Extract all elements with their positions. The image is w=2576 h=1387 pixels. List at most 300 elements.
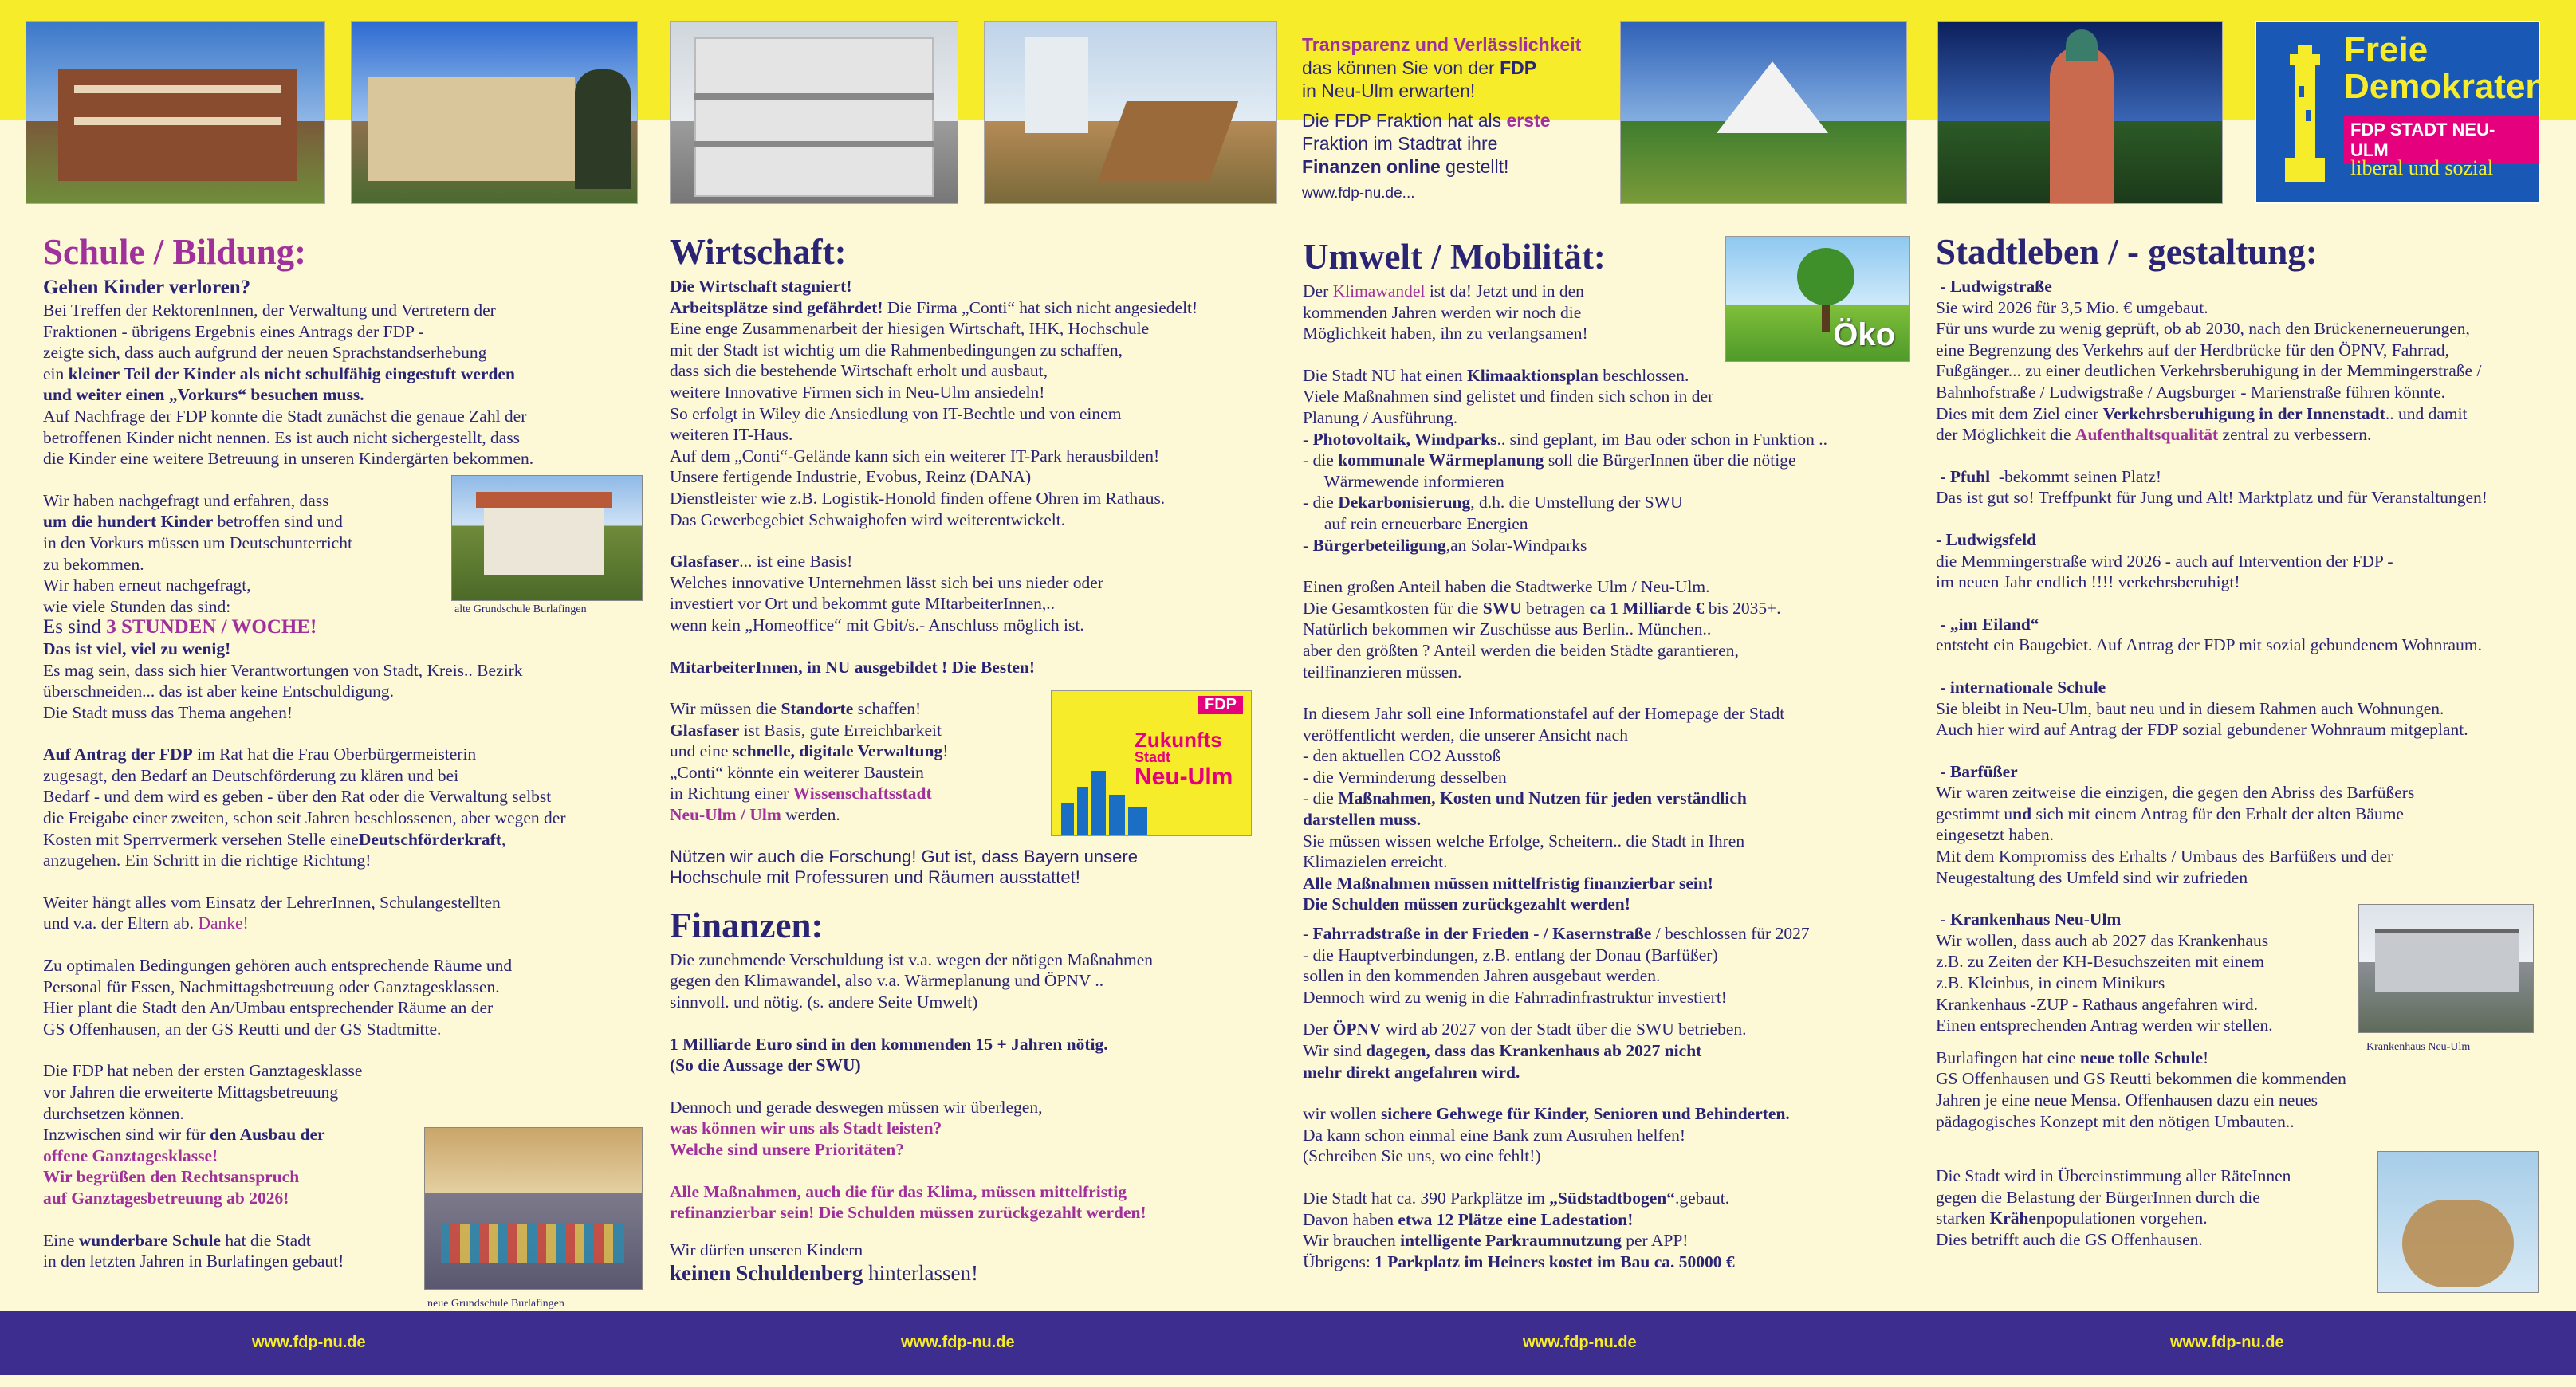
text-span: Wir sind — [1303, 1041, 1367, 1060]
text-bold: SWU — [1482, 598, 1522, 618]
text-span: werden. — [781, 805, 840, 825]
text-line: Welche sind unsere Prioritäten? — [670, 1140, 905, 1159]
text-line — [1303, 450, 1925, 471]
text-emphasis: Danke! — [198, 914, 249, 933]
text-emphasis: 3 STUNDEN / WOCHE! — [106, 616, 317, 638]
text-bold: kleiner Teil der Kinder als nicht schulfähig eingestuft werden — [68, 363, 515, 383]
text-line: wie viele Stunden das sind: — [43, 596, 231, 616]
text-line: zeigte sich, dass auch aufgrund der neuen Sprachstandserhebung — [43, 343, 487, 363]
paragraph-internationale-schule — [1936, 677, 2566, 741]
text-line: Neugestaltung des Umfeld sind wir zufrieden — [1936, 867, 2248, 887]
text-line: Wir begrüßen den Rechtsanspruch — [43, 1167, 300, 1187]
text-line — [670, 1034, 1276, 1055]
text-span: Die Firma „Conti“ hat sich nicht angesiedelt! — [883, 297, 1198, 317]
text-span: sich mit einem Antrag für den Erhalt der alten Bäume — [2031, 804, 2404, 823]
text-line: Weiter hängt alles vom Einsatz der LehrerInnen, Schulangestellten — [43, 892, 501, 912]
text-line: überschneiden... das ist aber keine Entschuldigung. — [43, 682, 395, 701]
text-line: Wir waren zeitweise die einzigen, die gegen den Abriss des Barfüßers — [1936, 783, 2415, 803]
paragraph-glasfaser — [670, 551, 1276, 635]
text-span: Wir müssen die — [670, 699, 781, 719]
text-line — [670, 551, 1276, 572]
photo-tree-crows — [2377, 1151, 2539, 1293]
text-span: starken — [1936, 1208, 1990, 1228]
text-span: Inzwischen sind wir für — [43, 1125, 210, 1145]
text-line: „Conti“ könnte ein weiterer Baustein — [670, 762, 924, 782]
text-bold: Bürgerbeteiligung — [1312, 535, 1446, 555]
text-line: Dies betrifft auch die GS Offenhausen. — [1936, 1229, 2203, 1249]
section-title-wirtschaft: Wirtschaft: — [670, 232, 847, 272]
photo-hospital — [2358, 904, 2534, 1033]
text-line: eine Begrenzung des Verkehrs auf der Herdbrücke für den ÖPNV, Fahrrad, — [1936, 340, 2449, 360]
section-title-finanzen: Finanzen: — [670, 905, 824, 945]
text-bold: sichere Gehwege für Kinder, Senioren und Behinderten. — [1380, 1104, 1790, 1124]
text-bold: den Ausbau der — [209, 1125, 325, 1145]
paragraph-einsatz — [43, 892, 649, 934]
text-line: kommenden Jahren werden wir noch die — [1303, 302, 1582, 322]
text-span: in Richtung einer — [670, 784, 793, 804]
text-line — [670, 657, 1276, 678]
badge-fdp-label: FDP — [1198, 696, 1243, 714]
text-line — [1936, 761, 2566, 783]
text-bold: etwa 12 Plätze eine Ladestation! — [1398, 1209, 1634, 1229]
paragraph-ludwigsfeld — [1936, 529, 2566, 593]
text-bold: ÖPNV — [1332, 1020, 1382, 1039]
text-line — [1936, 1047, 2566, 1069]
footer-link-4[interactable]: www.fdp-nu.de — [2170, 1334, 2284, 1351]
text-span: ein — [43, 363, 69, 383]
text-line: veröffentlicht werden, die unserer Ansicht nach — [1303, 725, 1628, 745]
text-line: eingesetzt haben. — [1936, 825, 2055, 845]
text-bold: wunderbare Schule — [78, 1230, 221, 1250]
text-span: Die Gesamtkosten für die — [1303, 598, 1483, 618]
text-span: - — [1303, 535, 1313, 555]
text-bold: Auf Antrag der FDP — [43, 745, 193, 764]
text-span: wir wollen — [1303, 1104, 1381, 1124]
footer-link-2[interactable]: www.fdp-nu.de — [901, 1334, 1015, 1351]
lighthouse-icon — [2277, 38, 2333, 190]
text-line: Dennoch und gerade deswegen müssen wir überlegen, — [670, 1097, 1043, 1117]
section-title-schule: Schule / Bildung: — [43, 232, 307, 272]
header-line-2 — [1302, 57, 1621, 80]
text-line: in den letzten Jahren in Burlafingen gebaut! — [43, 1251, 344, 1271]
text-line — [1303, 1230, 1925, 1251]
text-line — [43, 913, 649, 934]
caption-old-school: alte Grundschule Burlafingen — [454, 603, 587, 615]
text-bold: Dekarbonisierung — [1338, 493, 1471, 513]
text-span: betroffen sind und — [213, 512, 343, 532]
text-line: - die Verminderung desselben — [1303, 767, 1507, 787]
text-span: .. sind geplant, im Bau oder schon in Funktion .. — [1496, 429, 1827, 449]
text-span: ist Basis, gute Erreichbarkeit — [739, 720, 942, 740]
photo-new-school — [424, 1127, 643, 1290]
logo-subtitle: FDP STADT NEU-ULM — [2344, 116, 2539, 164]
text-span: zentral zu verbessern. — [2218, 425, 2372, 445]
text-line: Welches innovative Unternehmen lässt sich bei uns nieder oder — [670, 572, 1103, 592]
paragraph-gehwege — [1303, 1103, 1925, 1167]
text-span: hat die Stadt — [220, 1230, 311, 1250]
text-line: Die FDP hat neben der ersten Ganztagesklasse — [43, 1061, 363, 1081]
text-line: Zu optimalen Bedingungen gehören auch entsprechende Räume und — [43, 956, 513, 976]
text-line — [1936, 804, 2566, 825]
text-line: Das Gewerbegebiet Schwaighofen wird weiterentwickelt. — [670, 509, 1066, 529]
text-emphasis: Aufenthaltsqualität — [2075, 425, 2219, 445]
text-line: Auf Nachfrage der FDP konnte die Stadt zunächst die genaue Zahl der — [43, 406, 527, 426]
text-bold: Verkehrsberuhigung in der Innenstadt — [2102, 403, 2385, 423]
text-span: betragen — [1521, 598, 1590, 618]
text-line: Sie müssen wissen welche Erfolge, Scheitern.. die Stadt in Ihren — [1303, 831, 1745, 851]
text-line: Hier plant die Stadt den An/Umbau entsprechender Räume an der — [43, 998, 494, 1018]
header-line-6-em: Finanzen online — [1302, 156, 1441, 177]
text-line: Fraktionen - übrigens Ergebnis eines Antrags der FDP - — [43, 321, 424, 341]
text-line: So erfolgt in Wiley die Ansiedlung von IT-Bechtle und von einem — [670, 403, 1122, 423]
text-line: was können wir uns als Stadt leisten? — [670, 1118, 942, 1138]
text-line: Bei Treffen der RektorenInnen, der Verwaltung und Vertretern der — [43, 301, 496, 320]
paragraph-milliarde — [670, 1034, 1276, 1076]
text-line: gegen die Belastung der BürgerInnen durch die — [1936, 1187, 2260, 1207]
logo-tagline: liberal und sozial — [2350, 156, 2494, 179]
text-span: , — [501, 829, 506, 849]
text-bold: - Ludwigstraße — [1936, 277, 2052, 296]
text-line — [43, 829, 649, 851]
text-line — [670, 1055, 1276, 1076]
text-bold: dagegen, dass das Krankenhaus ab 2027 nicht — [1366, 1041, 1702, 1060]
text-bold: kommunale Wärmeplanung — [1338, 450, 1544, 470]
text-line: Sie bleibt in Neu-Ulm, baut neu und in diesem Rahmen auch Wohnungen. — [1936, 698, 2444, 718]
text-span: der Möglichkeit die — [1936, 425, 2075, 445]
paragraph-schuldenberg — [670, 1240, 1276, 1287]
text-bold: schnelle, digitale Verwaltung — [732, 741, 943, 761]
text-line — [670, 276, 1276, 297]
text-line: Das ist gut so! Treffpunkt für Jung und Alt! Marktplatz und für Veranstaltungen! — [1936, 488, 2488, 508]
text-bold: - Krankenhaus Neu-Ulm — [1936, 910, 2122, 929]
text-span: Dies mit dem Ziel einer — [1936, 403, 2103, 423]
text-span: beschlossen. — [1598, 365, 1689, 385]
text-bold: mehr direkt angefahren wird. — [1303, 1062, 1520, 1082]
paragraph-oepnv — [1303, 1019, 1925, 1082]
text-line — [1303, 923, 1925, 945]
text-span: wird ab 2027 von der Stadt über die SWU betrieben. — [1381, 1020, 1747, 1039]
text-line — [670, 1260, 1276, 1286]
text-line: Sie wird 2026 für 3,5 Mio. € umgebaut. — [1936, 297, 2208, 317]
text-line: Klimazielen erreicht. — [1303, 852, 1448, 872]
text-span: soll die BürgerInnen über die nötige — [1544, 450, 1796, 470]
text-line — [1936, 614, 2566, 635]
text-bold: 1 Parkplatz im Heiners kostet im Bau ca. 50000 € — [1375, 1251, 1735, 1271]
text-bold: Deutschförderkraft — [358, 829, 501, 849]
text-line: Wir wollen, dass auch ab 2027 das Krankenhaus — [1936, 930, 2269, 950]
text-line: vor Jahren die erweiterte Mittagsbetreuung — [43, 1082, 339, 1102]
text-span: .gebaut. — [1675, 1188, 1730, 1208]
text-line — [1303, 809, 1925, 831]
header-line-4-text: Die FDP Fraktion hat als — [1302, 110, 1507, 131]
text-line: - die Hauptverbindungen, z.B. entlang der Donau (Barfüßer) — [1303, 945, 1718, 965]
oeko-image — [1725, 236, 1910, 362]
logo-title-1: Freie — [2344, 30, 2429, 69]
paragraph-informationstafel — [1303, 703, 1925, 915]
text-line: Eine enge Zusammenarbeit der hiesigen Wirtschaft, IHK, Hochschule — [670, 319, 1150, 339]
paragraph-prioritaeten — [670, 1097, 1276, 1161]
text-line: in den Vorkurs müssen um Deutschunterricht — [43, 532, 352, 552]
fdp-logo[interactable] — [2255, 21, 2547, 204]
text-line — [1303, 1040, 1925, 1062]
text-line: Wir haben nachgefragt und erfahren, dass — [43, 490, 329, 510]
footer-link-1[interactable]: www.fdp-nu.de — [252, 1334, 366, 1351]
text-line: Die Stadt muss das Thema angehen! — [43, 702, 293, 722]
text-span: Die Stadt hat ca. 390 Parkplätze im — [1303, 1188, 1550, 1208]
text-line — [1303, 873, 1925, 894]
text-line: Möglichkeit haben, ihn zu verlangsamen! — [1303, 324, 1588, 344]
text-span: im Rat hat die Frau Oberbürgermeisterin — [192, 745, 477, 764]
zukunftsstadt-badge — [1051, 690, 1252, 836]
text-bold: neue tolle Schule — [2079, 1047, 2203, 1067]
text-line: sollen in den kommenden Jahren ausgebaut werden. — [1303, 966, 1661, 986]
text-line — [1303, 598, 1925, 619]
text-line: GS Offenhausen und GS Reutti bekommen die kommenden — [1936, 1069, 2346, 1089]
paragraph-antrag — [43, 744, 649, 871]
text-line — [1936, 424, 2566, 446]
column-schule-bildung — [43, 231, 649, 1272]
caption-new-school: neue Grundschule Burlafingen — [427, 1298, 564, 1310]
footer-link-3[interactable]: www.fdp-nu.de — [1523, 1334, 1637, 1351]
text-bold: Arbeitsplätze sind gefährdet! — [670, 297, 883, 317]
text-bold: Fahrradstraße in der Frieden - / Kasernstraße — [1312, 924, 1652, 944]
text-bold: keinen Schuldenberg — [670, 1261, 863, 1286]
text-bold: - Barfüßer — [1936, 761, 2018, 781]
text-line: Nützen wir auch die Forschung! Gut ist, dass Bayern unsere — [670, 846, 1138, 866]
text-line — [1303, 365, 1925, 387]
text-span: Burlafingen hat eine — [1936, 1047, 2080, 1067]
text-bold: 1 Milliarde Euro sind in den kommenden 15 + Jahren nötig. — [670, 1034, 1108, 1054]
subtitle-kinder-verloren: Gehen Kinder verloren? — [43, 277, 251, 298]
text-line — [1303, 788, 1925, 809]
text-line — [1303, 1062, 1925, 1083]
header-line-5: Fraktion im Stadtrat ihre — [1302, 133, 1498, 154]
text-line: durchsetzen können. — [43, 1103, 184, 1123]
text-span: / beschlossen für 2027 — [1651, 924, 1810, 944]
text-span: Die Stadt NU hat einen — [1303, 365, 1467, 385]
section-title-stadtleben: Stadtleben / - gestaltung: — [1936, 232, 2318, 272]
text-line — [1303, 1209, 1925, 1231]
text-line: Bahnhofstraße / Ludwigstraße / Augsburger - Marienstraße führen könnte. — [1936, 382, 2446, 402]
text-line: die Freigabe einer zweiten, schon seit Jahren beschlossenen, aber wegen der — [43, 808, 566, 828]
text-span: und v.a. der Eltern ab. — [43, 914, 199, 933]
text-line: Die zunehmende Verschuldung ist v.a. wegen der nötigen Maßnahmen — [670, 949, 1154, 969]
text-bold: „Südstadtbogen“ — [1549, 1188, 1676, 1208]
text-line — [1303, 535, 1925, 556]
caption-hospital: Krankenhaus Neu-Ulm — [2366, 1041, 2471, 1053]
text-line: refinanzierbar sein! Die Schulden müssen zurückgezahlt werden! — [670, 1203, 1146, 1223]
text-line: Natürlich bekommen wir Zuschüsse aus Berlin.. München.. — [1303, 619, 1712, 639]
text-line: Die Stadt wird in Übereinstimmung aller RäteInnen — [1936, 1166, 2291, 1186]
text-bold: Glasfaser — [670, 552, 740, 572]
text-line: Auf dem „Conti“-Gelände kann sich ein weiterer IT-Park herausbilden! — [670, 446, 1160, 466]
text-line — [1303, 1103, 1925, 1125]
paragraph-barfuesser — [1936, 761, 2566, 889]
text-span: ,an Solar-Windparks — [1445, 535, 1587, 555]
text-line: entsteht ein Baugebiet. Auf Antrag der FDP mit sozial gebundenem Wohnraum. — [1936, 635, 2482, 655]
photo-playground — [984, 21, 1277, 204]
text-bold: und weiter einen „Vorkurs“ besuchen muss. — [43, 385, 364, 405]
text-emphasis: Neu-Ulm / Ulm — [670, 805, 781, 825]
text-line: auf Ganztagesbetreuung ab 2026! — [43, 1188, 289, 1208]
text-line — [1936, 677, 2566, 698]
text-line: Wärmewende informieren — [1303, 471, 1504, 491]
text-line: weitere Innovative Firmen sich in Neu-Ulm ansiedeln! — [670, 382, 1045, 402]
text-line: Fußgänger... zu einer deutlichen Verkehrsberuhigung in der Memmingerstraße / — [1936, 361, 2482, 381]
text-line — [1303, 1188, 1925, 1209]
footer-strip — [0, 1375, 2576, 1387]
text-span: ! — [2203, 1047, 2209, 1067]
paragraph-wirtschaft-intro — [670, 276, 1276, 530]
text-span: Davon haben — [1303, 1209, 1398, 1229]
text-line: GS Offenhausen, an der GS Reutti und der GS Stadtmitte. — [43, 1019, 442, 1039]
header-line-1: Transparenz und Verlässlichkeit — [1302, 34, 1582, 55]
text-line: Wir dürfen unseren Kindern — [670, 1240, 863, 1259]
text-bold: - Ludwigsfeld — [1936, 529, 2037, 549]
text-span: ! — [942, 741, 949, 761]
text-bold: Glasfaser — [670, 720, 740, 740]
text-line: Auch hier wird auf Antrag der FDP sozial gebundener Wohnraum mitgeplant. — [1936, 720, 2468, 740]
photo-city-hall — [26, 21, 325, 204]
text-span: - die — [1303, 450, 1339, 470]
text-span: - die — [1303, 788, 1339, 808]
paragraph-klimaaktionsplan — [1303, 365, 1925, 556]
badge-line-1: Zukunfts — [1135, 728, 1222, 752]
text-span: -bekommt seinen Platz! — [1990, 466, 2162, 486]
paragraph-burlafingen — [1936, 1047, 2566, 1132]
photo-old-school — [451, 475, 643, 601]
text-line: z.B. zu Zeiten der KH-Besuchszeiten mit einem — [1936, 952, 2264, 972]
text-line — [1936, 403, 2566, 425]
text-bold: intelligente Parkraumnutzung — [1400, 1231, 1622, 1251]
text-bold: Alle Maßnahmen müssen mittelfristig finanzierbar sein! — [1303, 873, 1713, 893]
paragraph-forschung — [670, 847, 1276, 889]
header-text — [1302, 33, 1621, 205]
text-line: Da kann schon einmal eine Bank zum Ausruhen helfen! — [1303, 1125, 1686, 1145]
text-line: mit der Stadt ist wichtig um die Rahmenbedingungen zu schaffen, — [670, 340, 1123, 360]
city-skyline-icon — [1058, 763, 1154, 835]
text-line: pädagogisches Konzept mit den nötigen Umbauten.. — [1936, 1111, 2295, 1131]
text-line: zugesagt, den Bedarf an Deutschförderung zu klären und bei — [43, 765, 459, 785]
text-line: Es mag sein, dass sich hier Verantwortungen von Stadt, Kreis.. Bezirk — [43, 660, 523, 680]
header-line-2-text: das können Sie von der — [1302, 57, 1500, 78]
paragraph-intro — [43, 300, 649, 470]
text-span: ... ist eine Basis! — [739, 552, 853, 572]
text-line: Dennoch wird zu wenig in die Fahrradinfrastruktur investiert! — [1303, 987, 1727, 1007]
text-span: Es sind — [43, 616, 107, 638]
text-emphasis: Wissenschaftsstadt — [792, 784, 932, 804]
text-line: Planung / Ausführung. — [1303, 407, 1458, 427]
text-span: schaffen! — [853, 699, 922, 719]
text-line: Wir haben erneut nachgefragt, — [43, 576, 251, 595]
column-umwelt-mobilitaet — [1303, 231, 1925, 1272]
text-line: z.B. Kleinbus, in einem Minikurs — [1936, 973, 2165, 993]
text-line: Unsere fertigende Industrie, Evobus, Reinz (DANA) — [670, 467, 1032, 487]
text-span: per APP! — [1621, 1231, 1689, 1251]
text-line: Hochschule mit Professuren und Räumen ausstattet! — [670, 867, 1080, 888]
text-line: Alle Maßnahmen, auch die für das Klima, müssen mittelfristig — [670, 1181, 1127, 1201]
text-bold: um die hundert Kinder — [43, 512, 214, 532]
paragraph-stadtwerke — [1303, 576, 1925, 682]
text-line — [43, 617, 649, 638]
text-line: die Kinder eine weitere Betreuung in unseren Kindergärten bekommen. — [43, 449, 534, 469]
badge-line-3: Neu-Ulm — [1135, 764, 1233, 790]
text-line — [1303, 1019, 1925, 1040]
paragraph-fahrrad — [1303, 923, 1925, 1008]
text-bold: nd — [2012, 804, 2032, 823]
logo-title-2: Demokraten — [2344, 67, 2547, 106]
text-line: betroffenen Kinder nicht nennen. Es ist auch nicht sichergestellt, dass — [43, 427, 521, 447]
header-line-3: in Neu-Ulm erwarten! — [1302, 81, 1476, 101]
text-line: anzugehen. Ein Schritt in die richtige Richtung! — [43, 851, 372, 870]
text-emphasis: Klimawandel — [1332, 281, 1426, 301]
text-bold: Die Schulden müssen zurückgezahlt werden! — [1303, 894, 1630, 914]
photo-park-pavilion — [1620, 21, 1907, 204]
text-span: - die — [1303, 493, 1339, 513]
text-line: sinnvoll. und nötig. (s. andere Seite Umwelt) — [670, 992, 978, 1012]
text-line: Einen entsprechenden Antrag werden wir stellen. — [1936, 1016, 2273, 1035]
paragraph-parkplaetze — [1303, 1188, 1925, 1272]
photo-apartment-building — [670, 21, 958, 204]
text-line: dass sich die bestehende Wirtschaft erholt und ausbaut, — [670, 361, 1048, 381]
text-line: Viele Maßnahmen sind gelistet und finden sich schon in der — [1303, 387, 1714, 407]
text-line: Bedarf - und dem wird es geben - über den Rat oder die Verwaltung selbst — [43, 787, 552, 807]
text-line — [43, 384, 649, 406]
text-span: Kosten mit Sperrvermerk versehen Stelle eine — [43, 829, 359, 849]
text-span: Übrigens: — [1303, 1251, 1375, 1271]
text-bold: Standorte — [781, 699, 854, 719]
text-line: weiteren IT-Haus. — [670, 425, 793, 445]
header-line-4 — [1302, 109, 1621, 132]
text-span: , d.h. die Umstellung der SWU — [1470, 493, 1683, 513]
text-bold: Klimaaktionsplan — [1467, 365, 1599, 385]
text-span: ist da! Jetzt und in den — [1425, 281, 1584, 301]
text-line: aber den größten ? Anteil werden die beiden Städte garantieren, — [1303, 640, 1739, 660]
text-span: populationen vorgehen. — [2045, 1208, 2208, 1228]
text-line: teilfinanzieren müssen. — [1303, 662, 1462, 682]
text-line: im neuen Jahr endlich !!!! verkehrsberuhigt! — [1936, 572, 2240, 592]
text-bold: Die Wirtschaft stagniert! — [670, 277, 852, 296]
text-line: die Memmingerstraße wird 2026 - auch auf Intervention der FDP - — [1936, 551, 2393, 571]
header-url[interactable]: www.fdp-nu.de... — [1302, 185, 1415, 202]
text-line: Personal für Essen, Nachmittagsbetreuung oder Ganztagesklassen. — [43, 976, 500, 996]
text-line: gegen den Klimawandel, also v.a. Wärmeplanung und ÖPNV .. — [670, 971, 1104, 991]
text-line: - den aktuellen CO2 Ausstoß — [1303, 746, 1501, 766]
text-line: Einen großen Anteil haben die Stadtwerke Ulm / Neu-Ulm. — [1303, 577, 1710, 597]
section-title-umwelt: Umwelt / Mobilität: — [1303, 237, 1606, 277]
text-line: auf rein erneuerbare Energien — [1303, 513, 1528, 533]
column-stadtleben — [1936, 231, 2566, 1251]
text-bold: - „im Eiland“ — [1936, 614, 2039, 634]
text-bold: - Pfuhl — [1936, 466, 1991, 486]
text-bold: Krähen — [1989, 1208, 2046, 1228]
header-line-6-text: gestellt! — [1440, 156, 1509, 177]
text-span: - — [1303, 924, 1313, 944]
text-line — [1303, 429, 1925, 450]
text-span: - — [1303, 429, 1313, 449]
text-line — [1936, 276, 2566, 297]
logo-title — [2344, 32, 2547, 105]
text-span: Der — [1303, 281, 1333, 301]
text-line — [1303, 894, 1925, 915]
header-line-6 — [1302, 155, 1621, 179]
text-line: Jahren je eine neue Mensa. Offenhausen dazu ein neues — [1936, 1090, 2318, 1110]
badge-line-2: Stadt — [1135, 749, 1170, 765]
text-span: hinterlassen! — [863, 1261, 979, 1286]
paragraph-eiland — [1936, 614, 2566, 656]
text-line: Für uns wurde zu wenig geprüft, ob ab 2030, nach den Brückenerneuerungen, — [1936, 319, 2470, 339]
paragraph-finanzen — [670, 949, 1276, 1013]
